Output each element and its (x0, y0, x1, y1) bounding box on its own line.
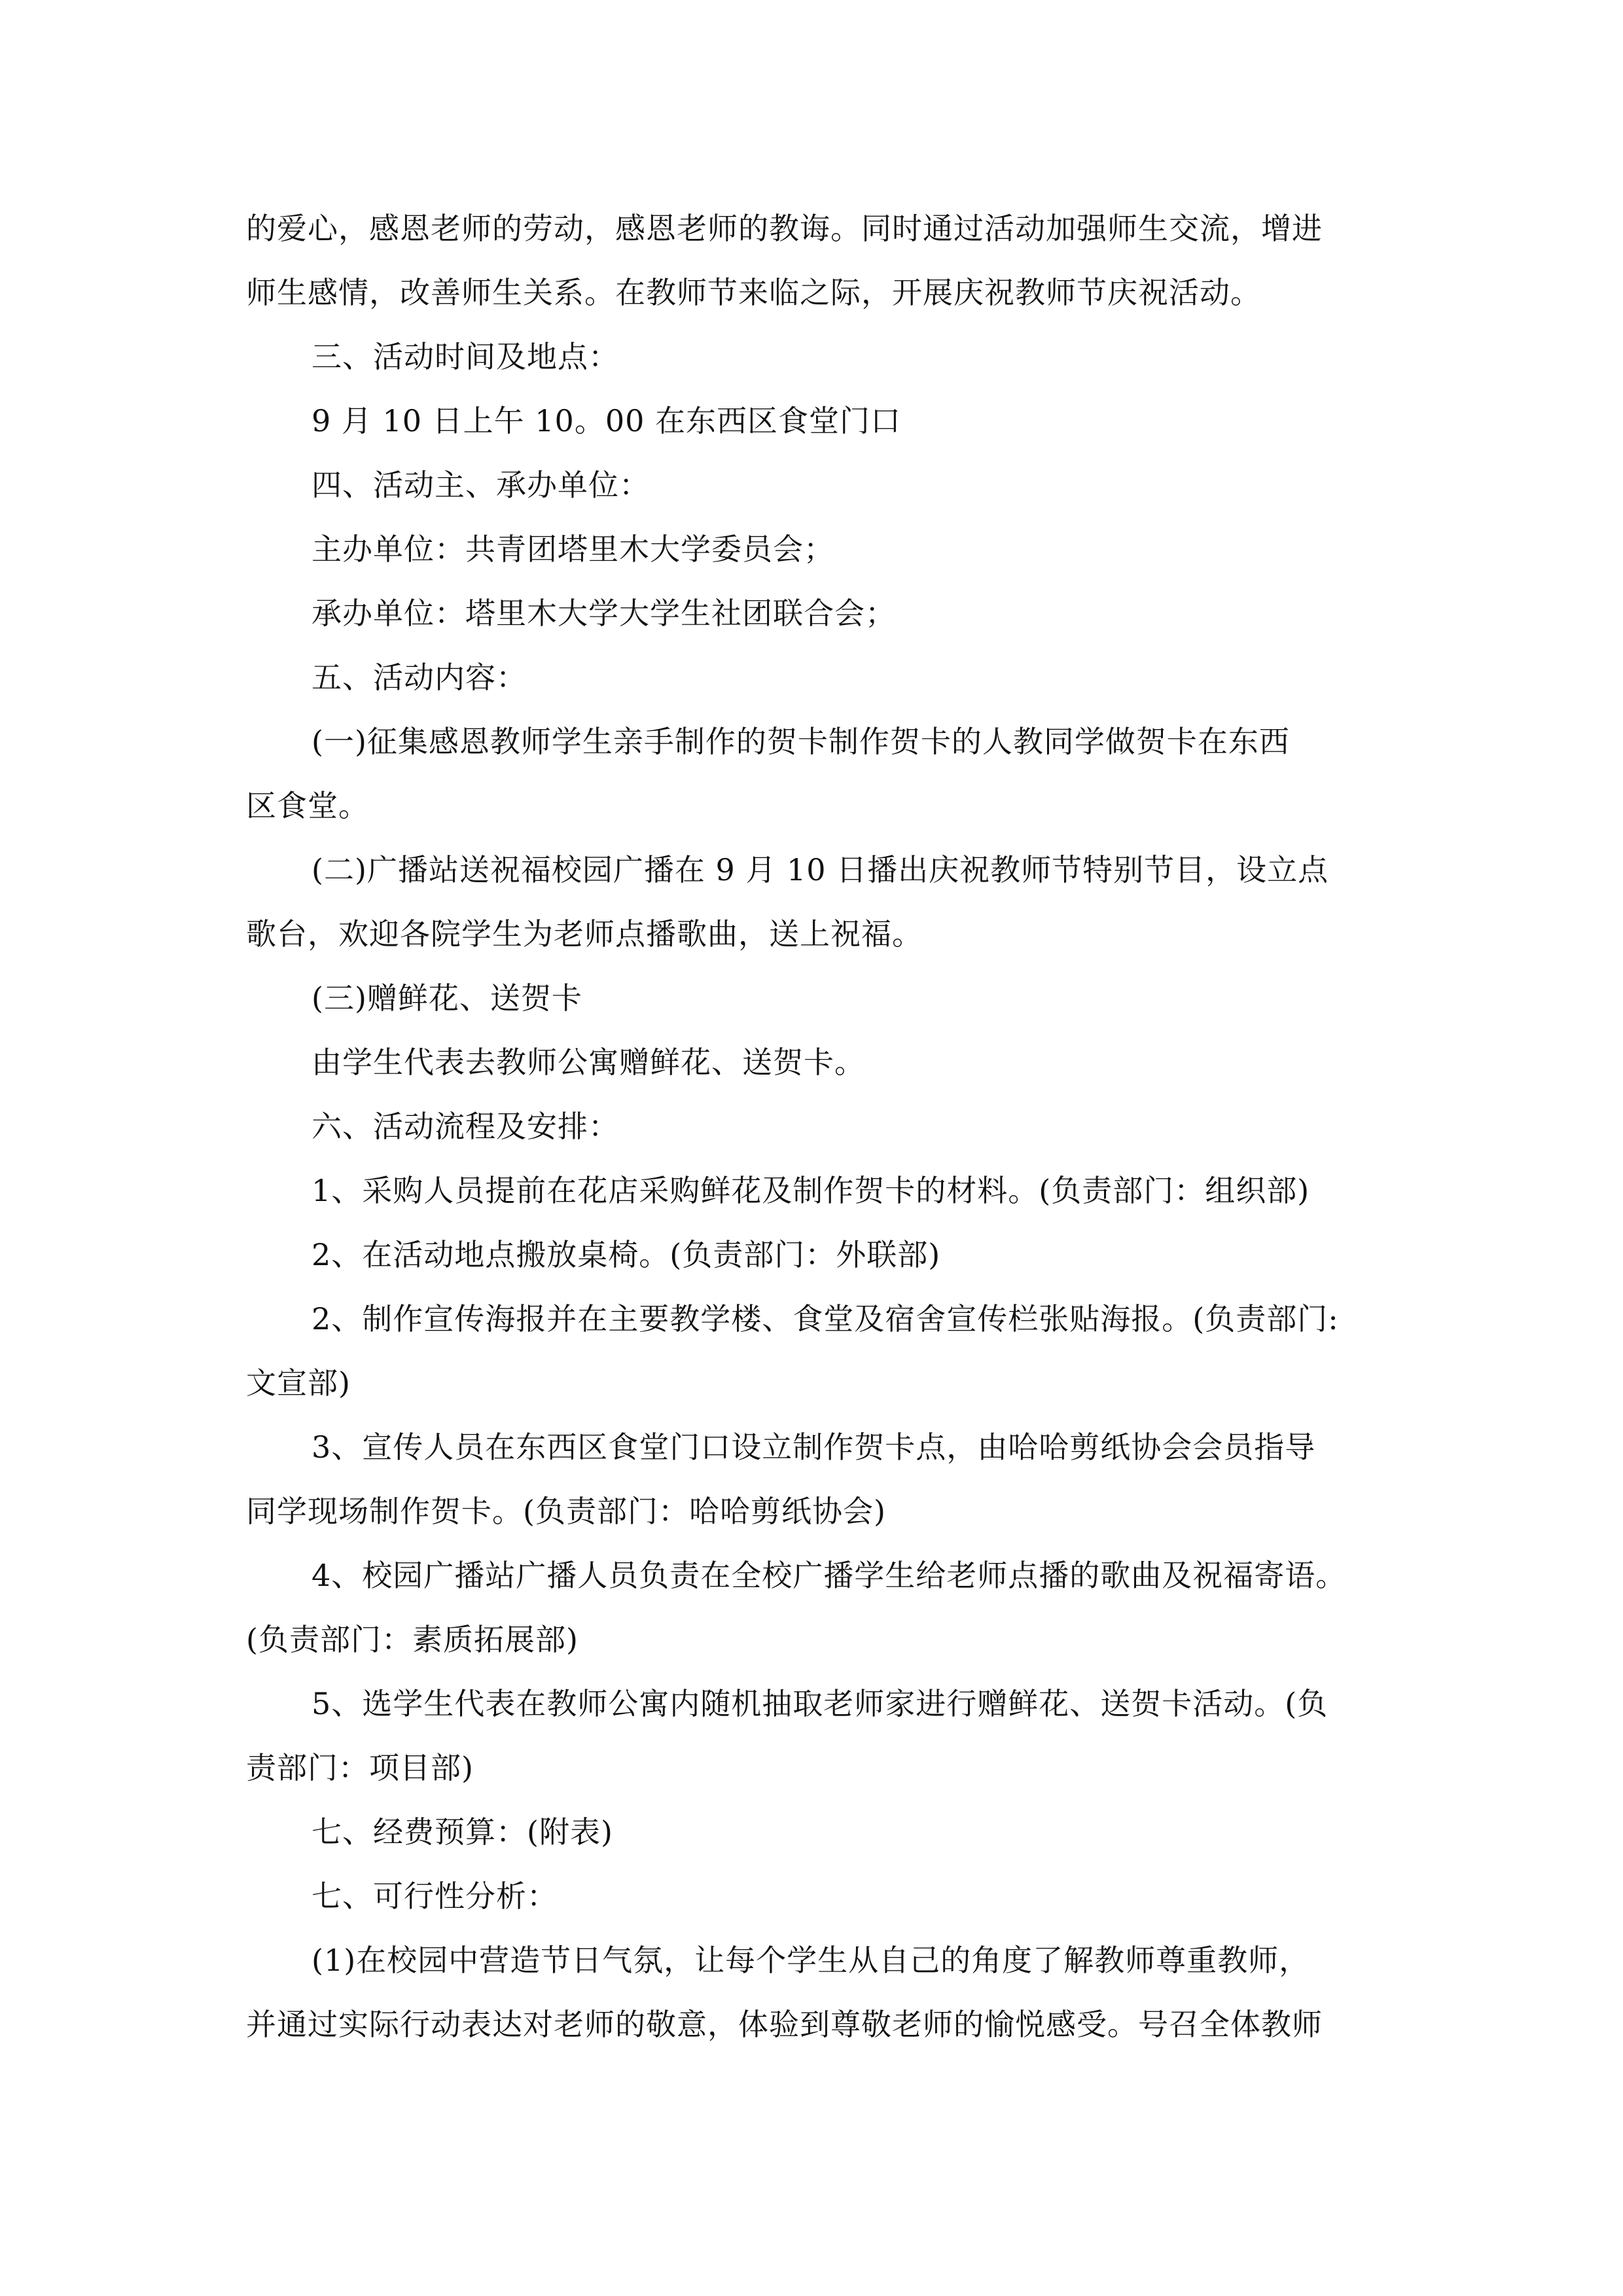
text-line: 4、校园广播站广播人员负责在全校广播学生给老师点播的歌曲及祝福寄语。 (312, 1558, 1347, 1593)
section-heading-budget: 七、经费预算：(附表) (312, 1814, 613, 1850)
section-heading-organizers: 四、活动主、承办单位： (312, 467, 650, 503)
text-line: (三)赠鲜花、送贺卡 (312, 980, 582, 1016)
section-heading-content: 五、活动内容： (312, 660, 527, 695)
text-line: (负责部门：素质拓展部) (246, 1622, 579, 1657)
text-line: (一)征集感恩教师学生亲手制作的贺卡制作贺卡的人教同学做贺卡在东西 (312, 724, 1290, 759)
section-heading-time-place: 三、活动时间及地点： (312, 339, 619, 374)
text-line: 主办单位：共青团塔里木大学委员会； (312, 531, 834, 567)
text-line: 5、选学生代表在教师公寓内随机抽取老师家进行赠鲜花、送贺卡活动。(负 (312, 1686, 1329, 1721)
text-line: 师生感情，改善师生关系。在教师节来临之际，开展庆祝教师节庆祝活动。 (246, 275, 1261, 310)
text-line: 同学现场制作贺卡。(负责部门：哈哈剪纸协会) (246, 1494, 886, 1529)
text-line: 1、采购人员提前在花店采购鲜花及制作贺卡的材料。(负责部门：组织部) (312, 1173, 1310, 1208)
text-line: 由学生代表去教师公寓赠鲜花、送贺卡。 (312, 1045, 865, 1080)
text-line: 责部门：项目部) (246, 1750, 474, 1785)
text-line: (1)在校园中营造节日气氛，让每个学生从自己的角度了解教师尊重教师， (312, 1943, 1310, 1978)
text-line: 歌台，欢迎各院学生为老师点播歌曲，送上祝福。 (246, 916, 923, 952)
text-line: 3、宣传人员在东西区食堂门口设立制作贺卡点，由哈哈剪纸协会会员指导 (312, 1429, 1316, 1465)
section-heading-feasibility: 七、可行性分析： (312, 1878, 558, 1914)
document-page (246, 196, 1385, 2056)
text-line: 承办单位：塔里木大学大学生社团联合会； (312, 596, 896, 631)
text-line: 的爱心，感恩老师的劳动，感恩老师的教诲。同时通过活动加强师生交流，增进 (246, 211, 1323, 246)
section-heading-process: 六、活动流程及安排： (312, 1109, 619, 1144)
text-line: 区食堂。 (246, 788, 369, 823)
text-line: 并通过实际行动表达对老师的敬意，体验到尊敬老师的愉悦感受。号召全体教师 (246, 2007, 1323, 2042)
text-line: (二)广播站送祝福校园广播在 9 月 10 日播出庆祝教师节特别节目，设立点 (312, 852, 1329, 888)
text-line: 9 月 10 日上午 10。00 在东西区食堂门口 (312, 403, 901, 439)
text-line: 2、制作宣传海报并在主要教学楼、食堂及宿舍宣传栏张贴海报。(负责部门: (312, 1301, 1339, 1336)
text-line: 文宣部) (246, 1365, 351, 1401)
text-line: 2、在活动地点搬放桌椅。(负责部门：外联部) (312, 1237, 941, 1272)
